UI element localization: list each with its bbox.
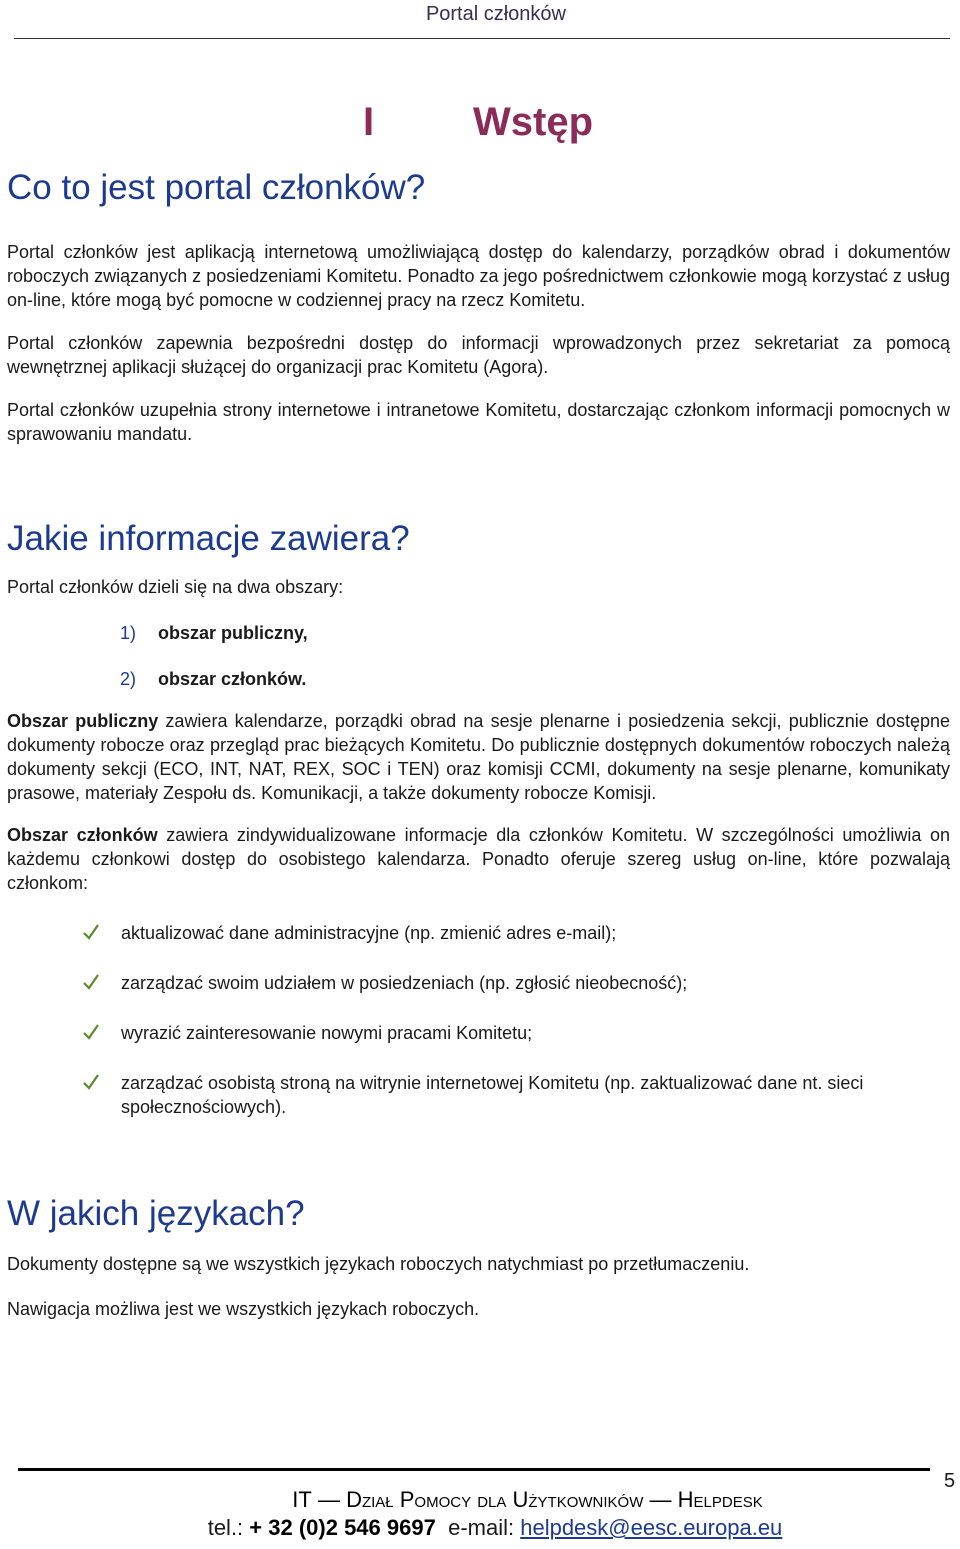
list-item bbox=[82, 1021, 950, 1045]
chapter-heading bbox=[363, 100, 593, 145]
helpdesk-label: Helpdesk bbox=[677, 1487, 763, 1512]
list-text: zarządzać swoim udziałem w posiedzeniach (np. zgłosić nieobecność); bbox=[121, 973, 688, 993]
paragraph: Dokumenty dostępne są we wszystkich językach roboczych natychmiast po przetłumaczeniu. bbox=[7, 1254, 750, 1274]
list-item bbox=[120, 667, 950, 691]
section-title-languages: W jakich językach? bbox=[7, 1194, 305, 1233]
members-area-paragraph bbox=[7, 823, 950, 895]
list-item bbox=[120, 621, 950, 645]
services-list bbox=[7, 921, 950, 1119]
page-number: 5 bbox=[944, 1470, 956, 1492]
dept-name: Dział Pomocy dla Użytkowników bbox=[346, 1487, 644, 1512]
list-item bbox=[82, 971, 950, 995]
list-number: 2) bbox=[120, 669, 137, 689]
paragraph: Portal członków zapewnia bezpośredni dostęp do informacji wprowadzonych przez sekretariat za pomocą wewnętrznej aplikacji służącej do organizacji prac Komitetu (Agora). bbox=[7, 333, 950, 377]
tel-label: tel.: bbox=[207, 1515, 244, 1540]
areas-list bbox=[7, 621, 950, 691]
list-text: wyrazić zainteresowanie nowymi pracami Komitetu; bbox=[121, 1023, 533, 1043]
list-label: obszar członków. bbox=[158, 669, 307, 689]
main-content bbox=[7, 168, 950, 1321]
email-label: e-mail: bbox=[448, 1515, 515, 1540]
list-item bbox=[82, 1071, 950, 1119]
phone-number: + 32 (0)2 546 9697 bbox=[249, 1515, 436, 1540]
list-text: aktualizować dane administracyjne (np. zmienić adres e-mail); bbox=[121, 923, 617, 943]
chapter-number: I bbox=[363, 100, 375, 144]
term: Obszar członków bbox=[7, 825, 158, 845]
footer-divider bbox=[18, 1468, 930, 1471]
dept-code: IT bbox=[292, 1487, 312, 1512]
description: zawiera kalendarze, porządki obrad na sesje plenarne i posiedzenia sekcji, publicznie dostępne dokumenty robocze oraz przegląd prac bieżących Komitetu. Do publicznie dostępnych dokumentów roboczych należą dokumenty sekcji (ECO, INT, NAT, REX, SOC i TEN) oraz komisji CCMI, dokumenty na sesje plenarne, komunikaty prasowe, materiały Zespołu ds. Komunikacji, a także dokumenty robocze Komisji. bbox=[7, 711, 951, 803]
list-label: obszar publiczny, bbox=[158, 623, 308, 643]
section-title-what-is: Co to jest portal członków? bbox=[7, 168, 426, 207]
checkmark-icon bbox=[82, 1073, 100, 1091]
checkmark-icon bbox=[82, 923, 100, 941]
footer-department: IT — Dział Pomocy dla Użytkowników — Helpdesk bbox=[292, 1487, 763, 1512]
checkmark-icon bbox=[82, 1023, 100, 1041]
running-header: Portal członków bbox=[14, 0, 950, 39]
list-number: 1) bbox=[120, 623, 137, 643]
paragraph: Portal członków uzupełnia strony internetowe i intranetowe Komitetu, dostarczając członkom informacji pomocnych w sprawowaniu mandatu. bbox=[7, 400, 950, 444]
list-item bbox=[82, 921, 950, 945]
paragraph: Portal członków jest aplikacją internetową umożliwiającą dostęp do kalendarzy, porządków obrad i dokumentów roboczych związanych z posiedzeniami Komitetu. Ponadto za jego pośrednictwem członkowie mogą korzystać z usług on-line, które mogą być pomocne w codziennej pracy na rzecz Komitetu. bbox=[7, 242, 950, 310]
list-text: zarządzać osobistą stroną na witrynie internetowej Komitetu (np. zaktualizować dane nt. sieci społecznościowych). bbox=[121, 1073, 864, 1117]
chapter-title: Wstęp bbox=[473, 100, 593, 144]
public-area-paragraph bbox=[7, 709, 950, 805]
term: Obszar publiczny bbox=[7, 711, 159, 731]
paragraph: Nawigacja możliwa jest we wszystkich językach roboczych. bbox=[7, 1299, 480, 1319]
description: zawiera zindywidualizowane informacje dla członków Komitetu. W szczególności umożliwia on każdemu członkowi dostęp do osobistego kalendarza. Ponadto oferuje szereg usług on-line, które pozwalają członkom: bbox=[7, 825, 950, 893]
section-title-contents: Jakie informacje zawiera? bbox=[7, 519, 410, 558]
paragraph: Portal członków dzieli się na dwa obszary: bbox=[7, 577, 344, 597]
checkmark-icon bbox=[82, 973, 100, 991]
footer-contact bbox=[0, 1514, 960, 1542]
email-link[interactable]: helpdesk@eesc.europa.eu bbox=[520, 1515, 783, 1540]
